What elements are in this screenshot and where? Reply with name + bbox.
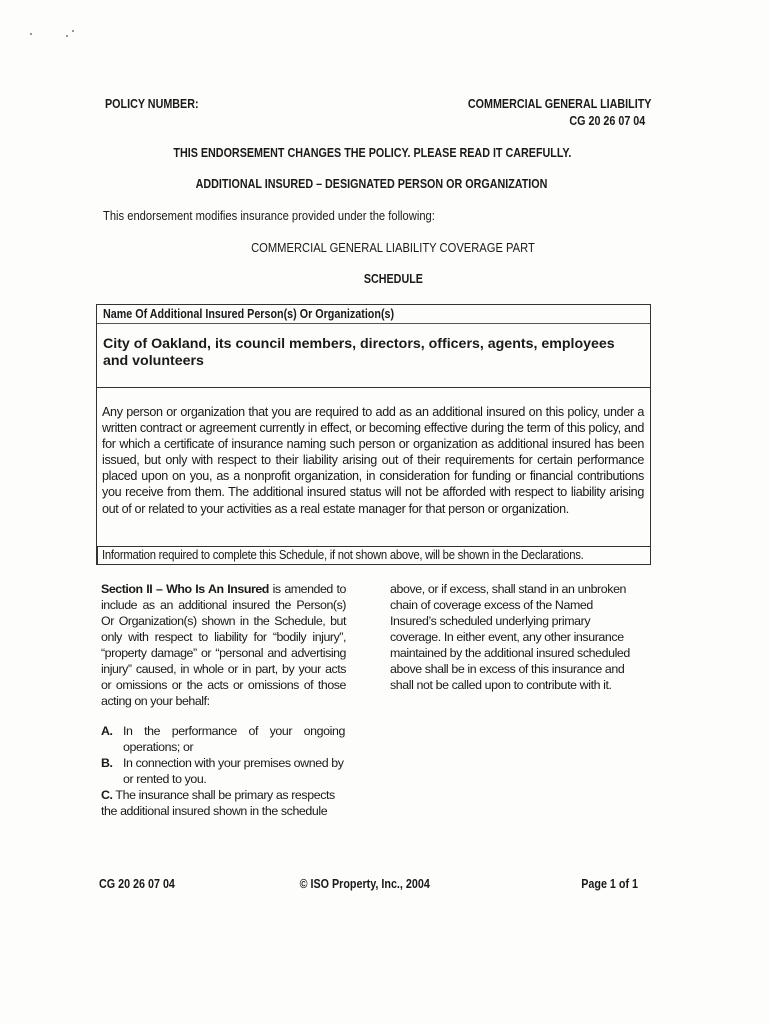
additional-insured-name: City of Oakland, its council members, directors, officers, agents, employees and volunteers [103,336,615,369]
footer-copyright: © ISO Property, Inc., 2004 [299,877,431,891]
section-text: is amended to include as an additional insured the Person(s) Or Organization(s) shown in the Schedule, but only with respect to liability for “bodily injury”, “property damage” or “personal and advertising injury” caused, in whole or in part, by your acts or omissions or the acts or omissions of those acting on your behalf: [101,582,346,708]
modifies-text: This endorsement modifies insurance provided under the following: [103,208,435,223]
right-column-paragraph: above, or if excess, shall stand in an unbroken chain of coverage excess of the Named Insured’s scheduled underlying primary coverage. In either event, any other insurance maintained by the additional insured scheduled above shall be in excess of this insurance and shall not be called upon to contribute with it. [390,582,630,692]
list-item: A. In the performance of your ongoing operations; or [101,724,345,754]
coverage-part: COMMERCIAL GENERAL LIABILITY COVERAGE PART [251,240,535,255]
list-item: C. The insurance shall be primary as respects the additional insured shown in the schedule [101,788,335,818]
schedule-description: Any person or organization that you are required to add as an additional insured on this policy, under a written contract or agreement currently in effect, or becoming effective during the term of this policy, and for which a certificate of insurance naming such person or organization as additional insured has been issued, but only with respect to their liability arising out of their requirements for certain performance placed upon on you, as a nonprofit organization, in consideration for funding or financial contributions you receive from them. The additional insured status will not be afforded with respect to liability arising out of or related to your activities as a real estate manager for that person or organization. [102,405,644,516]
header-form-number: CG 20 26 07 04 [569,114,645,128]
endorsement-title: ADDITIONAL INSURED – DESIGNATED PERSON OR ORGANIZATION [196,177,548,191]
list-item: B. In connection with your premises owned by or rented to you. [101,756,344,786]
schedule-name-box [96,304,651,388]
scan-speck [72,30,74,32]
footer-form-number: CG 20 26 07 04 [99,877,175,891]
scan-speck [30,33,32,35]
schedule-title: SCHEDULE [363,272,423,286]
scan-speck [66,35,68,37]
schedule-info-box [96,546,651,565]
endorsement-notice: THIS ENDORSEMENT CHANGES THE POLICY. PLEASE READ IT CAREFULLY. [173,146,571,160]
schedule-name-label: Name Of Additional Insured Person(s) Or Organization(s) [103,307,395,321]
section-heading: Section II – Who Is An Insured [101,582,269,596]
policy-number-label: POLICY NUMBER: [105,97,199,111]
conditions-list [101,723,351,819]
schedule-divider [97,323,650,324]
section-ii-paragraph [101,581,346,709]
footer-page-number: Page 1 of 1 [581,877,638,891]
line-of-business: COMMERCIAL GENERAL LIABILITY [467,97,651,111]
schedule-info-note: Information required to complete this Schedule, if not shown above, will be shown in the Declarations. [102,548,584,562]
